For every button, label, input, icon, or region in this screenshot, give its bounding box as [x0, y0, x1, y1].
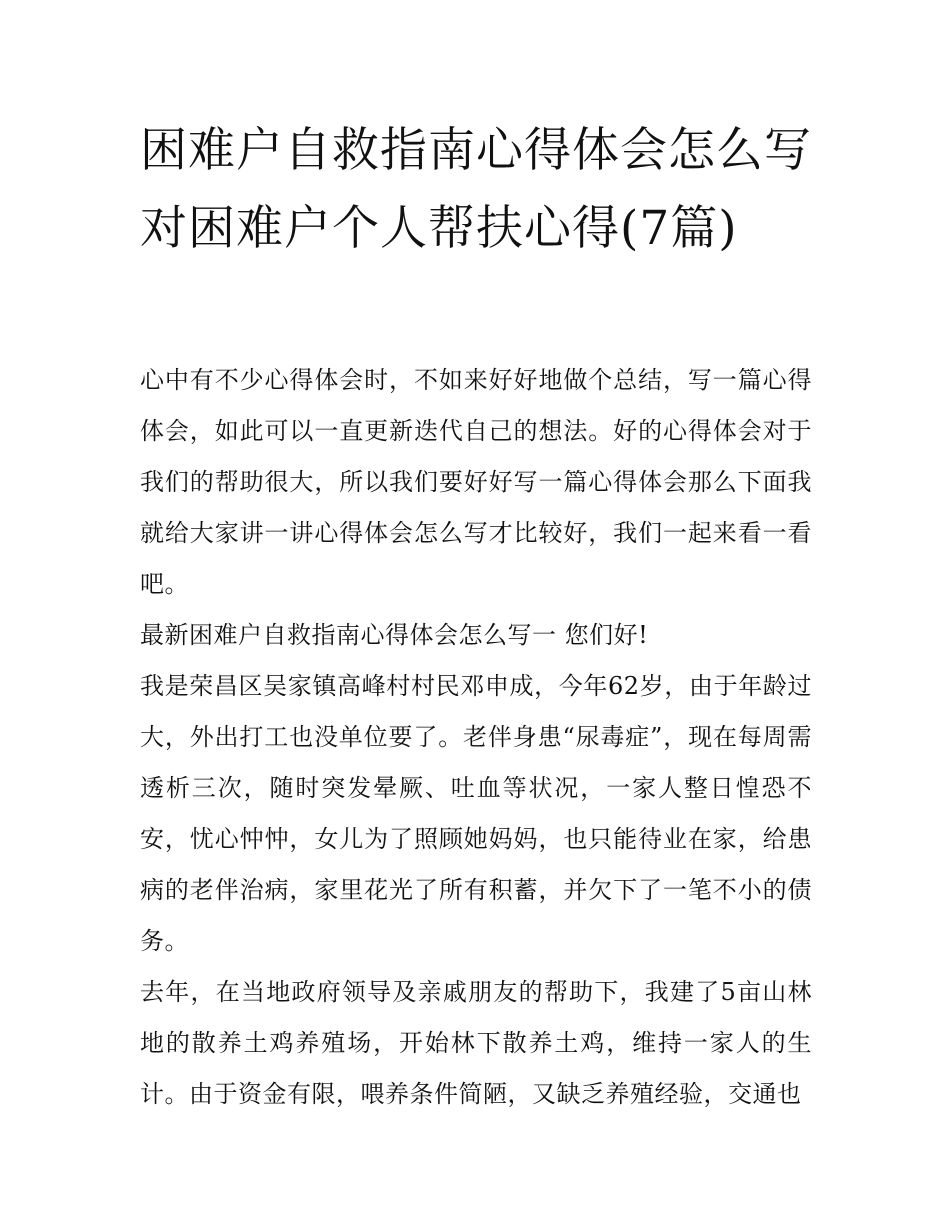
document-title: 困难户自救指南心得体会怎么写 对困难户个人帮扶心得(7篇) — [140, 123, 812, 256]
body-paragraph: 我是荣昌区吴家镇高峰村村民邓申成，今年62岁，由于年龄过大，外出打工也没单位要了。老伴身患“尿毒症”，现在每周需透析三次，随时突发晕厥、吐血等状况，一家人整日惶恐不安，忧心忡忡，女儿为了照顾她妈妈，也只能待业在家，给患病的老伴治病，家里花光了所有积蓄，并欠下了一笔不小的债务。 — [140, 672, 812, 955]
intro-paragraph: 心中有不少心得体会时，不如来好好地做个总结，写一篇心得体会，如此可以一直更新迭代自己的想法。好的心得体会对于我们的帮助很大，所以我们要好好写一篇心得体会那么下面我就给大家讲一讲心得体会怎么写才比较好，我们一起来看一看吧。 — [140, 366, 812, 598]
section-heading-paragraph: 最新困难户自救指南心得体会怎么写一 您们好! — [140, 621, 649, 649]
document-body — [140, 355, 812, 1120]
body-paragraph: 去年，在当地政府领导及亲戚朋友的帮助下，我建了5亩山林地的散养土鸡养殖场，开始林下散养土鸡，维持一家人的生计。由于资金有限，喂养条件简陋，又缺乏养殖经验，交通也 — [140, 978, 812, 1108]
